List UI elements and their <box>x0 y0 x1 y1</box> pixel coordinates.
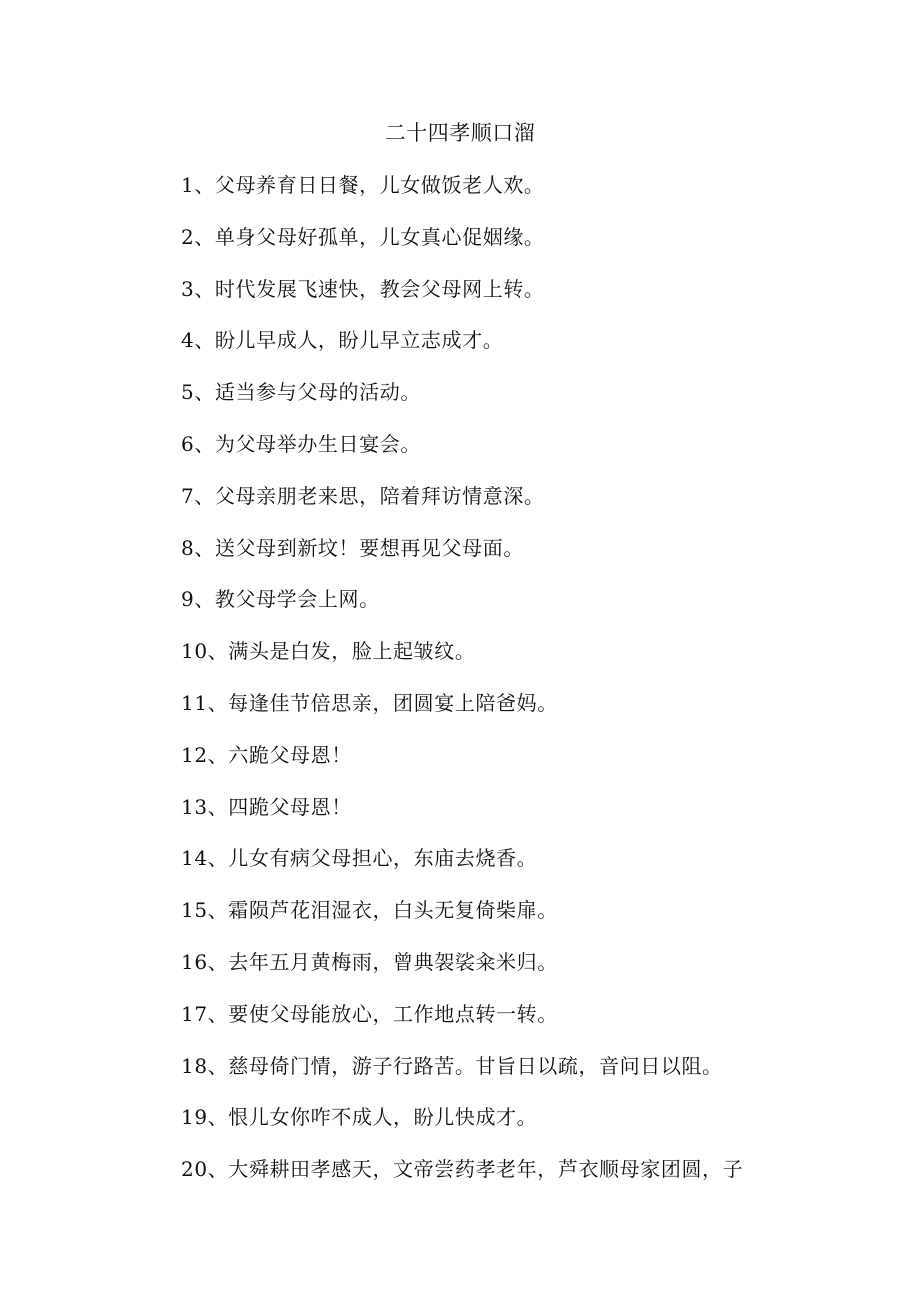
list-item: 15、霜陨芦花泪湿衣，白头无复倚柴扉。 <box>181 898 558 923</box>
list-item: 13、四跪父母恩！ <box>181 794 352 819</box>
list-item: 12、六跪父母恩！ <box>181 742 352 767</box>
list-item: 6、为父母举办生日宴会。 <box>181 431 421 456</box>
rhyme-list <box>181 170 901 1206</box>
list-item: 11、每逢佳节倍思亲，团圆宴上陪爸妈。 <box>181 690 558 715</box>
list-item: 16、去年五月黄梅雨，曾典袈裟籴米归。 <box>181 949 558 974</box>
list-item: 8、送父母到新坟！要想再见父母面。 <box>181 535 524 560</box>
list-item: 10、满头是白发，脸上起皱纹。 <box>181 639 476 664</box>
list-item: 7、父母亲朋老来思，陪着拜访情意深。 <box>181 483 545 508</box>
list-item: 17、要使父母能放心，工作地点转一转。 <box>181 1001 558 1026</box>
list-item: 3、时代发展飞速快，教会父母网上转。 <box>181 276 545 301</box>
list-item: 20、大舜耕田孝感天，文帝尝药孝老年，芦衣顺母家团圆，子 <box>181 1157 744 1182</box>
list-item: 19、恨儿女你咋不成人，盼儿快成才。 <box>181 1105 538 1130</box>
list-item: 5、适当参与父母的活动。 <box>181 380 421 405</box>
list-item: 9、教父母学会上网。 <box>181 587 380 612</box>
list-item: 14、儿女有病父母担心，东庙去烧香。 <box>181 846 538 871</box>
list-item: 18、慈母倚门情，游子行路苦。甘旨日以疏，音问日以阻。 <box>181 1053 723 1078</box>
document-title: 二十四孝顺口溜 <box>384 121 536 145</box>
list-item: 1、父母养育日日餐，儿女做饭老人欢。 <box>181 173 545 197</box>
list-item: 4、盼儿早成人，盼儿早立志成才。 <box>181 328 504 353</box>
list-item: 2、单身父母好孤单，儿女真心促姻缘。 <box>181 224 545 249</box>
